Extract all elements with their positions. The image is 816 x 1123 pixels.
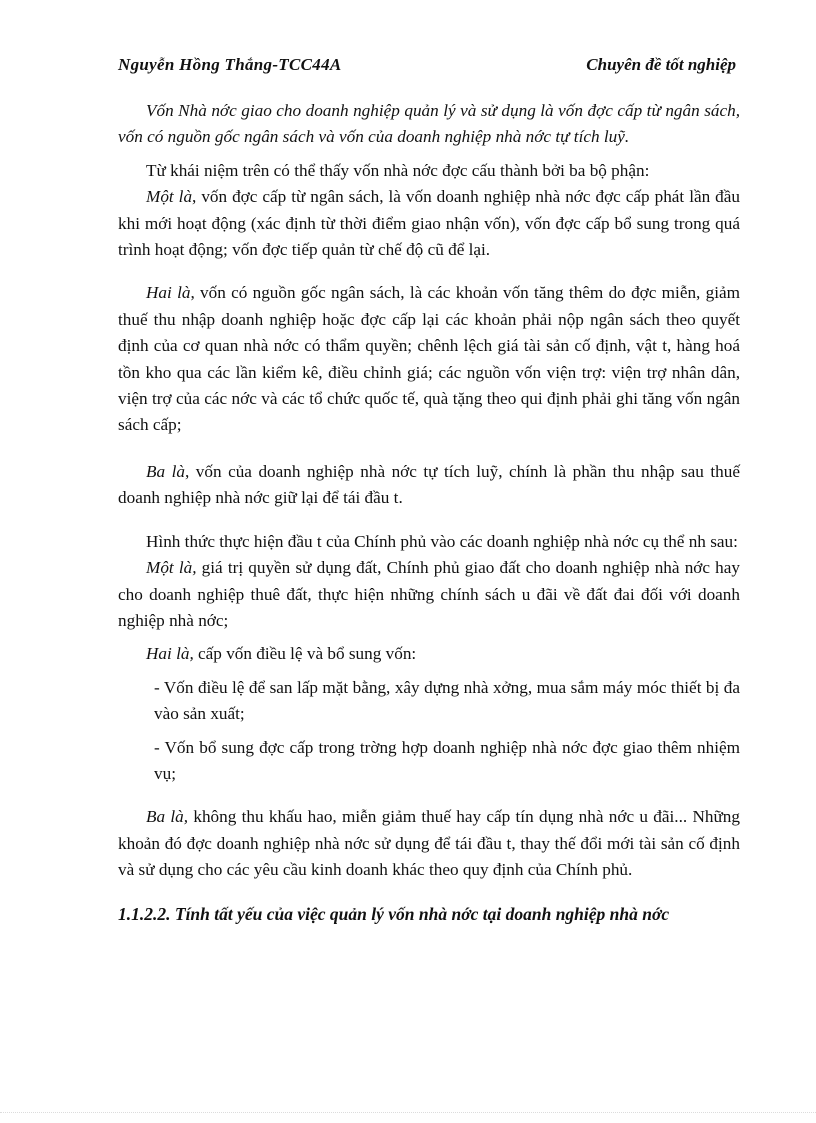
paragraph-label: Ba là	[146, 461, 185, 481]
paragraph-text: , vốn đợc cấp từ ngân sách, là vốn doanh nghiệp nhà nớc đợc cấp phát lần đầu khi mới hoạt động (xác định từ thời điểm giao nhận vốn), vốn đợc cấp bổ sung trong quá trình hoạt động; vốn đợc tiếp quản từ chế độ cũ để lại.	[118, 187, 740, 260]
list-item-charter: - Vốn điều lệ để san lấp mặt bằng, xây dựng nhà xởng, mua sắm máy móc thiết bị đa vào sản xuất;	[154, 677, 740, 724]
paragraph-hai-la	[118, 280, 740, 438]
paragraph-charter-capital	[118, 641, 740, 667]
paragraph-label: Một là,	[146, 558, 197, 578]
paragraph-definition: Vốn Nhà nớc giao cho doanh nghiệp quản lý và sử dụng là vốn đợc cấp từ ngân sách, vốn có nguồn gốc ngân sách và vốn của doanh nghiệp nhà nớc tự tích luỹ.	[118, 101, 740, 147]
header-title: Chuyên đề tốt nghiệp	[586, 55, 736, 74]
paragraph-land-use	[118, 555, 740, 634]
section-heading: 1.1.2.2. Tính tất yếu của việc quản lý vốn nhà nớc tại doanh nghiệp nhà nớc	[118, 903, 670, 924]
paragraph-text: , vốn của doanh nghiệp nhà nớc tự tích luỹ, chính là phần thu nhập sau thuế doanh nghiệp nhà nớc giữ lại để tái đầu t.	[118, 461, 740, 508]
paragraph-text: , vốn có nguồn gốc ngân sách, là các khoản vốn tăng thêm do đợc miễn, giảm thuế thu nhập doanh nghiệp hoặc đợc cấp lại các khoản phải nộp ngân sách theo quyết định của cơ quan nhà nớc có thẩm quyền; chênh lệch giá tài sản cố định, vật t, hàng hoá tồn kho qua các lần kiểm kê, điều chỉnh giá; các nguồn vốn viện trợ: viện trợ nhân dân, viện trợ của các nớc và các tổ chức quốc tế, quà tặng theo qui định phải ghi tăng vốn ngân sách cấp;	[118, 283, 740, 435]
paragraph-label: Hai là,	[146, 644, 194, 664]
paragraph-text: không thu khấu hao, miễn giảm thuế hay cấp tín dụng nhà nớc u đãi... Những khoản đó đợc doanh nghiệp nhà nớc sử dụng để tái đầu t, thay thế đổi mới tài sản cố định và sử dụng cho các yêu cầu kinh doanh khác theo quy định của Chính phủ.	[118, 807, 740, 880]
list-item-supplement: - Vốn bổ sung đợc cấp trong trờng hợp doanh nghiệp nhà nớc đợc giao thêm nhiệm vụ;	[154, 737, 740, 783]
paragraph-label: Một là	[146, 187, 193, 207]
paragraph-label: Hai là	[146, 283, 191, 303]
paragraph-mot-la	[118, 184, 740, 263]
paragraph-label: Ba là,	[146, 807, 189, 827]
header-author: Nguyễn Hồng Thắng-TCC44A	[118, 55, 342, 74]
paragraph-text: giá trị quyền sử dụng đất, Chính phủ giao đất cho doanh nghiệp nhà nớc hay cho doanh nghiệp thuê đất, thực hiện những chính sách u đãi về đất đai đối với doanh nghiệp nhà nớc;	[118, 558, 740, 630]
paragraph-investment-forms: Hình thức thực hiện đầu t của Chính phủ vào các doanh nghiệp nhà nớc cụ thể nh sau:	[146, 531, 738, 551]
paragraph-text: cấp vốn điều lệ và bổ sung vốn:	[193, 644, 417, 664]
paragraph-ba-la	[118, 459, 740, 512]
paragraph-tax-exemption	[118, 804, 740, 883]
page-bottom-divider	[0, 1112, 816, 1113]
paragraph-intro: Từ khái niệm trên có thể thấy vốn nhà nớc đợc cấu thành bởi ba bộ phận:	[146, 160, 650, 180]
document-body	[118, 98, 740, 927]
